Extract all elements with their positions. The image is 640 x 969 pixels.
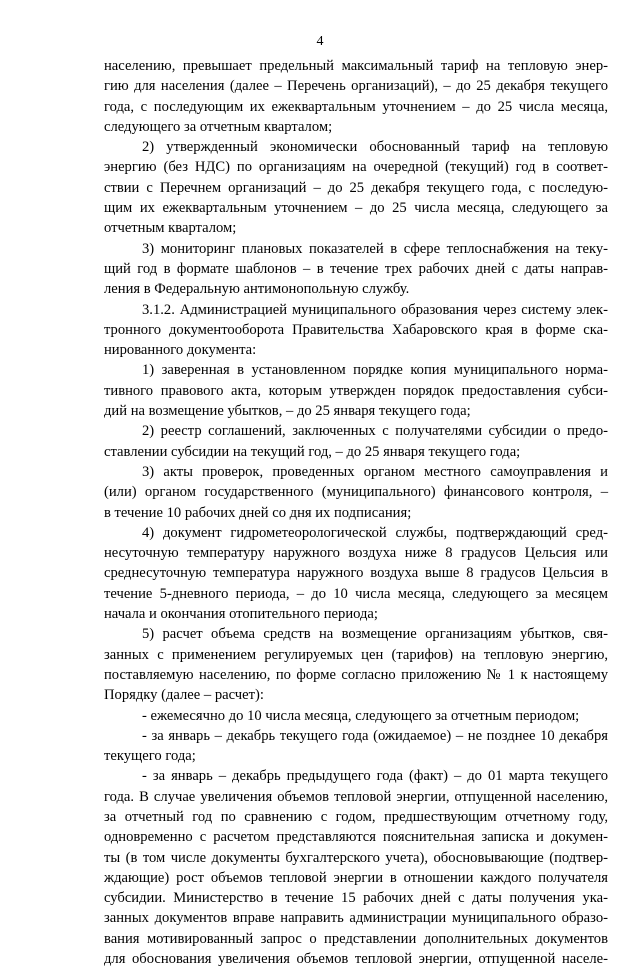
text-line: текущего года; (104, 748, 196, 765)
text-line: щий год в формате шаблонов – в течение трех рабочих дней с даты направ- (104, 260, 608, 277)
text-line: занных с применением регулируемых цен (тарифов) на тепловую энергию, (104, 646, 608, 663)
text-line: отчетным кварталом; (104, 220, 237, 237)
text-line: начала и окончания отопительного периода; (104, 606, 378, 623)
text-line: 2) утвержденный экономически обоснованный тариф на тепловую (142, 139, 608, 156)
text-line: следующего за отчетным кварталом; (104, 118, 333, 135)
text-line: ставлении субсидии на текущий год, – до 25 января текущего года; (104, 443, 521, 460)
text-line: ствии с Перечнем организаций – до 25 декабря текущего года, с последую- (104, 179, 608, 196)
text-line: поставляемую населению, по форме согласно приложению № 1 к настоящему (104, 666, 608, 683)
text-line: года. В случае увеличения объемов тепловой энергии, отпущенной населению, (104, 788, 608, 805)
text-line: занных документов вправе направить администрации муниципального образо- (104, 910, 608, 927)
text-line: года, с последующим их ежеквартальным уточнением – до 25 числа месяца, (104, 98, 608, 115)
text-line: тронного документооборота Правительства Хабаровского края в форме ска- (104, 321, 608, 338)
text-line: нированного документа: (104, 342, 257, 359)
text-line: - за январь – декабрь предыдущего года (факт) – до 01 марта текущего (142, 768, 608, 785)
document-body (104, 56, 608, 969)
text-line: (или) органом государственного (муниципального) финансового контроля, – (104, 484, 608, 501)
text-line: энергию (без НДС) по организациям на очередной (текущий) год в соответ- (104, 159, 608, 176)
text-line: 4) документ гидрометеорологической службы, подтверждающий сред- (142, 524, 608, 541)
text-line: - ежемесячно до 10 числа месяца, следующего за отчетным периодом; (142, 707, 580, 724)
text-line: ждающие) рост объемов тепловой энергии в отношении каждого получателя (104, 869, 608, 886)
text-line: ты (в том числе документы бухгалтерского учета), обосновывающие (подтвер- (104, 849, 608, 866)
text-line: для обоснования увеличения объемов тепловой энергии, отпущенной населе- (104, 951, 608, 968)
text-line: населению, превышает предельный максимальный тариф на тепловую энер- (104, 58, 608, 74)
text-line: 3) мониторинг плановых показателей в сфере теплоснабжения на теку- (142, 240, 608, 257)
text-line: несуточную температуру наружного воздуха ниже 8 градусов Цельсия или (104, 545, 608, 562)
text-line: 3.1.2. Администрацией муниципального образования через систему элек- (142, 301, 608, 318)
text-line: 1) заверенная в установленном порядке копия муниципального норма- (142, 362, 608, 379)
text-line: щим их ежеквартальным уточнением – до 25 числа месяца, следующего за (104, 200, 608, 217)
text-line: субсидии. Министерство в течение 15 рабочих дней с даты получения ука- (104, 890, 608, 907)
text-line: тивного правового акта, которым утвержден порядок предоставления субси- (104, 382, 608, 399)
text-line: ления в Федеральную антимонопольную службу. (104, 281, 410, 298)
text-line: вания мотивированный запрос о представлении дополнительных документов (104, 930, 608, 947)
text-line: дий на возмещение убытков, – до 25 января текущего года; (104, 403, 471, 420)
text-line: 3) акты проверок, проведенных органом местного самоуправления и (142, 463, 608, 480)
text-line: Порядку (далее – расчет): (104, 687, 264, 704)
text-line: течение 5-дневного периода, – до 10 числа месяца, следующего за месяцем (104, 585, 608, 602)
text-line: среднесуточную температура наружного воздуха выше 8 градусов Цельсия в (104, 565, 608, 582)
text-line: - за январь – декабрь текущего года (ожидаемое) – не позднее 10 декабря (142, 727, 608, 744)
text-line: за отчетный год по сравнению с годом, предшествующим отчетному году, (104, 808, 608, 825)
text-line: одновременно с расчетом представляются пояснительная записка и докумен- (104, 829, 608, 846)
text-line: 5) расчет объема средств на возмещение организациям убытков, свя- (142, 626, 608, 643)
page-number: 4 (316, 34, 324, 49)
text-line: гию для населения (далее – Перечень организаций), – до 25 декабря текущего (104, 78, 608, 95)
text-line: 2) реестр соглашений, заключенных с получателями субсидии о предо- (142, 423, 608, 440)
text-line: в течение 10 рабочих дней со дня их подписания; (104, 504, 412, 521)
